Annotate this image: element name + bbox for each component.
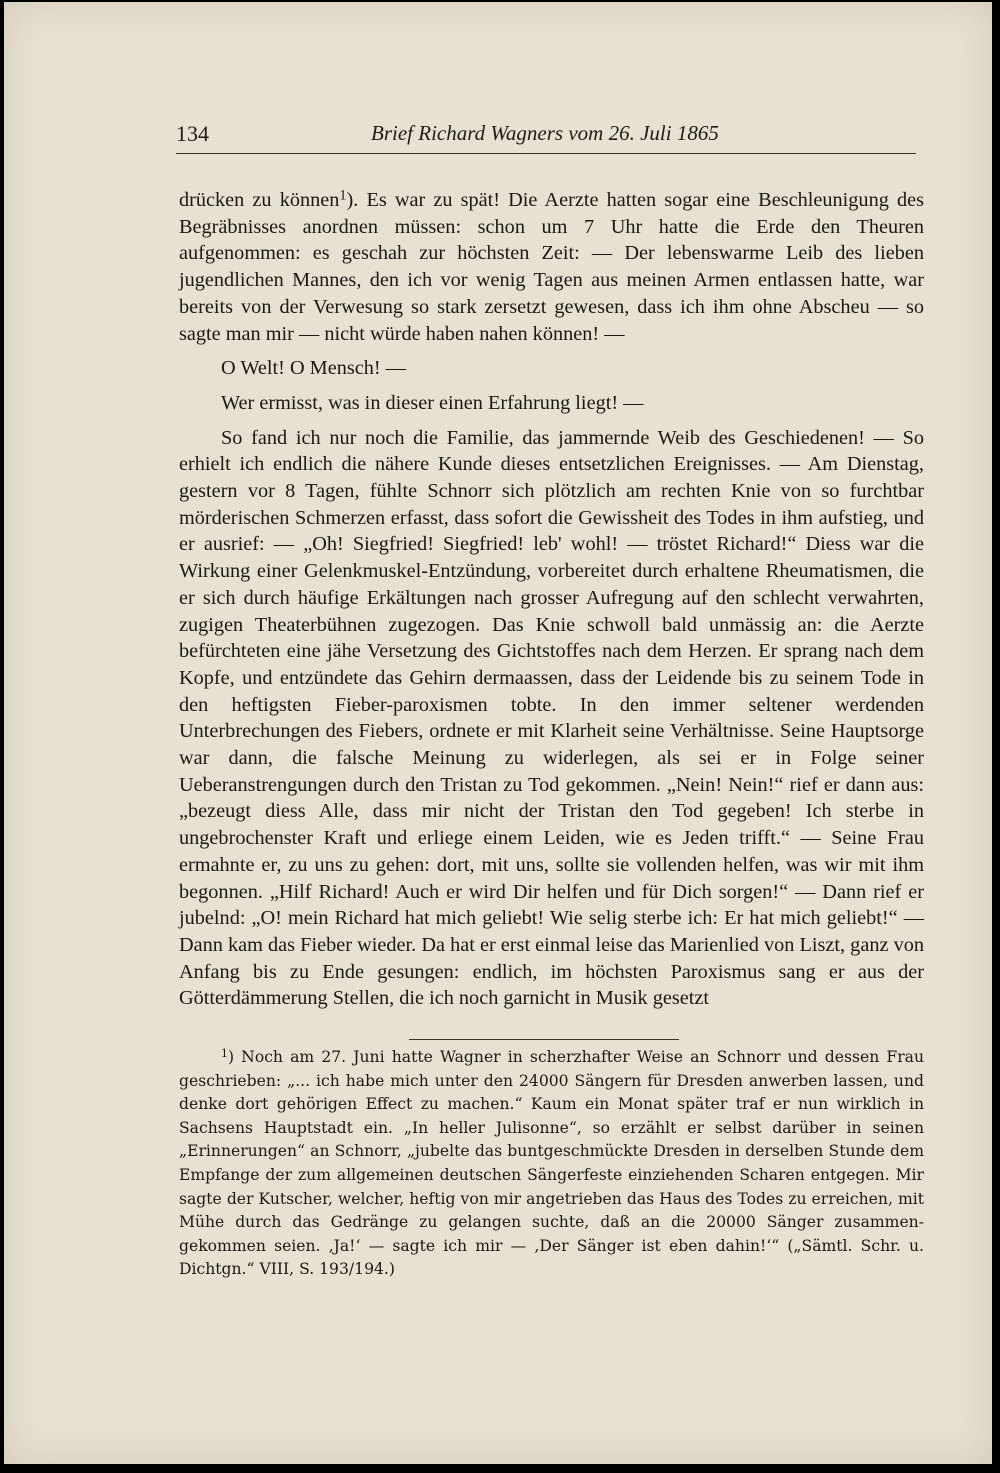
paragraph-1-start: drücken zu können (179, 189, 340, 211)
paragraph-2: O Welt! O Mensch! — (221, 357, 406, 380)
book-page (4, 2, 992, 1464)
footnote-reference: 1 (339, 187, 347, 204)
footnote-divider (409, 1039, 679, 1040)
paragraph-1 (179, 187, 924, 347)
page-number: 134 (176, 121, 209, 146)
main-text (179, 187, 924, 1012)
paragraph-1-rest: ). Es war zu spät! Die Aerzte hatten sogar eine Beschleunigung des Begräbnisses anordnen müssen: schon um 7 Uhr hatte die Erde den Theuren aufgenommen: es geschah zur höchsten Zeit: — Der lebenswarme Leib des lieben jugendlichen Mannes, den ich vor wenig Tagen aus meinen Armen entlassen hatte, war bereits von der Verwesung so stark zersetzt gewesen, dass ich ihm ohne Abscheu — so sagte man mir — nicht würde haben nahen können! — (179, 189, 925, 345)
running-title: Brief Richard Wagners vom 26. Juli 1865 (371, 121, 719, 145)
footnote-mark: 1 (221, 1047, 228, 1061)
paragraph-4: So fand ich nur noch die Familie, das jammernde Weib des Geschiedenen! — So erhielt ich endlich die nähere Kunde dieses entsetzlichen Ereignisses. — Am Dienstag, gestern vor 8 Tagen, fühlte Schnorr sich plötzlich am rechten Knie von so furchtbar mörderischen Schmerzen erfasst, dass sofort die Gewissheit des Todes in ihm aufstieg, und er ausrief: — „Oh! Siegfried! Siegfried! leb' wohl! — tröstet Richard!“ Diess war die Wirkung einer Gelenkmuskel-Entzündung, vorbereitet durch erhaltene Rheumatismen, die er sich durch häufige Erkältungen nach grosser Aufregung auf den schlecht verwahrten, zugigen Theaterbühnen zugezogen. Das Knie schwoll bald unmässig an: die Aerzte befürchteten eine jähe Versetzung des Gichtstoffes nach dem Herzen. Er sprang nach dem Kopfe, und entzündete das Gehirn dermaassen, dass der Leidende bis zu seinem Tode in den heftigsten Fieber-paroxismen tobte. In den immer seltener werdenden Unterbrechungen des Fiebers, ordnete er mit Klarheit seine Verhältnisse. Seine Hauptsorge war dann, die falsche Meinung zu widerlegen, als sei er in Folge seiner Ueberanstrengungen durch den Tristan zu Tod gekommen. „Nein! Nein!“ rief er dann aus: „bezeugt diess Alle, dass mir nicht der Tristan den Tod gegeben! Ich sterbe in ungebrochenster Kraft und erliege einem Leiden, wie es Jeden trifft.“ — Seine Frau ermahnte er, zu uns zu gehen: dort, mit uns, sollte sie vollenden helfen, was wir mit ihm begonnen. „Hilf Richard! Auch er wird Dir helfen und für Dich sorgen!“ — Dann rief er jubelnd: „O! mein Richard hat mich geliebt! Wie selig sterbe ich: Er hat mich geliebt!“ — Dann kam das Fieber wieder. Da hat er erst einmal leise das Marienlied von Liszt, ganz von Anfang bis zu Ende gesungen: endlich, im höchsten Paroxismus sang er aus der Götterdämmerung Stellen, die ich noch garnicht in Musik gesetzt (179, 426, 924, 1010)
footnote (179, 1046, 924, 1282)
page-header (176, 119, 916, 154)
footnote-text: ) Noch am 27. Juni hatte Wagner in scherzhafter Weise an Schnorr und dessen Frau geschrieben: „... ich habe mich unter den 24000 Sängern für Dresden anwerben lassen, und denke dort gehörigen Effect zu machen.“ Kaum ein Monat später traf er nun wirklich in Sachsens Hauptstadt ein. „In heller Julisonne“, so erzählt er selbst darüber in seinen „Erinnerungen“ an Schnorr, „jubelte das buntgeschmückte Dresden in derselben Stunde dem Empfange der zum allgemeinen deutschen Sängerfeste einziehenden Scharen entgegen. Mir sagte der Kutscher, welcher, heftig von mir angetrieben das Haus des Todes zu erreichen, mit Mühe durch das Gedränge zu gelangen suchte, daß an die 20000 Sänger zusammen-gekommen seien. ‚Ja!‘ — sagte ich mir — ‚Der Sänger ist eben dahin!‘“ („Sämtl. Schr. u. Dichtgn.“ VIII, S. 193/194.) (179, 1048, 924, 1279)
paragraph-3: Wer ermisst, was in dieser einen Erfahrung liegt! — (221, 391, 644, 414)
